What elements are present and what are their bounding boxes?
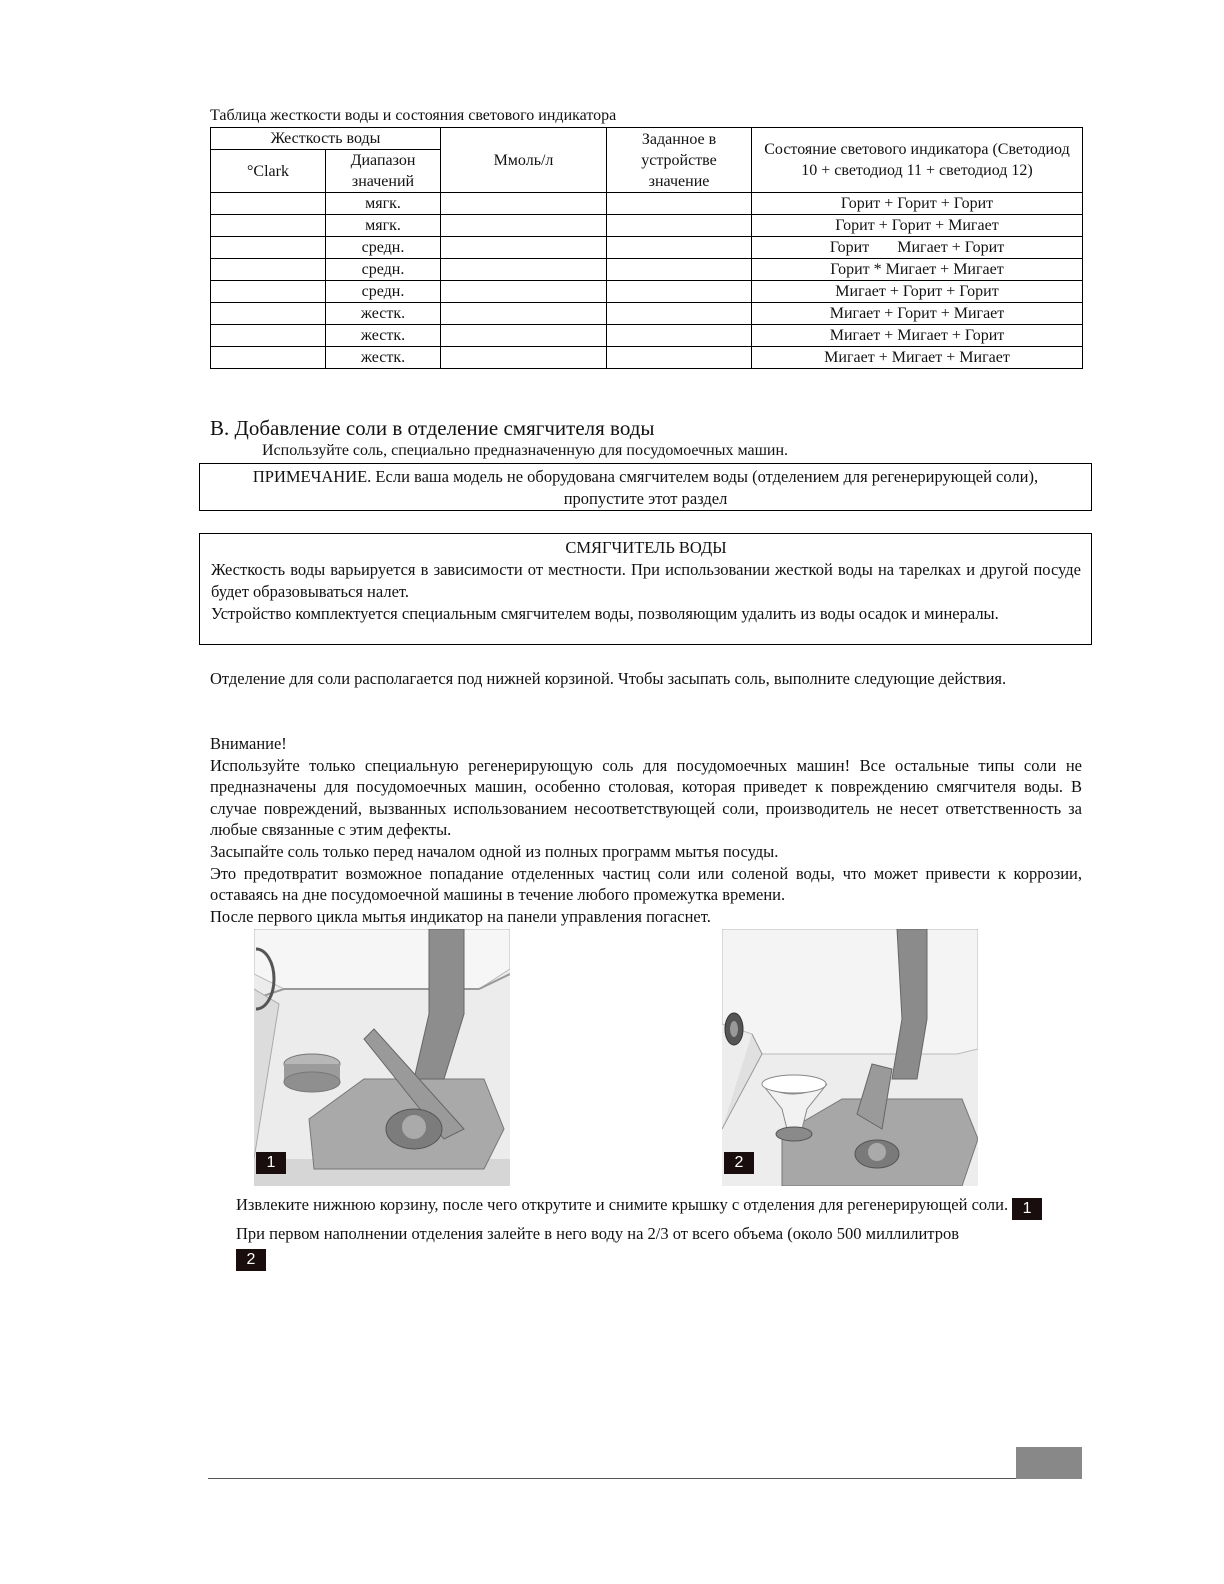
- cell-indicator: Мигает + Горит + Мигает: [752, 303, 1083, 325]
- table-caption: Таблица жесткости воды и состояния светового индикатора: [210, 107, 617, 124]
- table-row: [211, 281, 1083, 303]
- warning-block: [210, 733, 1082, 927]
- steps-block: [236, 1194, 1082, 1271]
- cell-range: мягк.: [326, 193, 441, 215]
- table-row: [211, 303, 1083, 325]
- softener-paragraph-2: Устройство комплектуется специальным смягчителем воды, позволяющим удалить из воды осадок и минералы.: [211, 604, 999, 623]
- warning-paragraph-3: Это предотвратит возможное попадание отделенных частиц соли или соленой воды, что может привести к коррозии, оставаясь на дне посудомоечной машины в течение любого промежутка времени.: [210, 863, 1082, 905]
- softener-title: СМЯГЧИТЕЛЬ ВОДЫ: [565, 538, 727, 557]
- cell-indicator: Мигает + Горит + Горит: [752, 281, 1083, 303]
- cell-range: средн.: [326, 237, 441, 259]
- page-number-tab: [1016, 1447, 1082, 1479]
- cell-indicator: Мигает + Мигает + Мигает: [752, 347, 1083, 369]
- section-subtitle: Используйте соль, специально предназначенную для посудомоечных машин.: [262, 442, 789, 459]
- warning-paragraph-2: Засыпайте соль только перед началом одной из полных программ мытья посуды.: [210, 841, 779, 861]
- warning-paragraph-4: После первого цикла мытья индикатор на панели управления погаснет.: [210, 906, 711, 926]
- cell-range: средн.: [326, 259, 441, 281]
- table-row: [211, 259, 1083, 281]
- location-paragraph: [210, 668, 1082, 690]
- step-2: [236, 1223, 1082, 1271]
- header-hardness: Жесткость воды: [211, 128, 441, 150]
- note-text: ПРИМЕЧАНИЕ. Если ваша модель не оборудована смягчителем воды (отделением для регенерирующей соли), пропустите этот раздел: [252, 467, 1039, 508]
- warning-paragraph-1: Используйте только специальную регенерирующую соль для посудомоечных машин! Все остальные типы соли не предназначены для посудомоечных машин, особенно столовая, которая приведет к повреждению смягчителя воды. В случае повреждений, вызванных использованием несоответствующей соли, производитель не несет ответственность за любые связанные с этим дефекты.: [210, 755, 1082, 840]
- cell-indicator: Горит Мигает + Горит: [752, 237, 1083, 259]
- salt-compartment-cap-removed-photo: [254, 929, 510, 1186]
- step-2-badge: 2: [236, 1249, 266, 1271]
- figure-2-label: 2: [724, 1152, 754, 1174]
- cell-indicator: Горит + Горит + Горит: [752, 193, 1083, 215]
- cell-indicator: Мигает + Мигает + Горит: [752, 325, 1083, 347]
- header-mmol: Ммоль/л: [441, 128, 607, 193]
- softener-paragraph-1: Жесткость воды варьируется в зависимости от местности. При использовании жесткой воды на тарелках и другой посуде будет образовываться налет.: [211, 560, 1081, 601]
- header-set-value: Заданное в устройстве значение: [607, 128, 752, 193]
- cell-range: мягк.: [326, 215, 441, 237]
- note-box: [199, 463, 1092, 511]
- section-title: B. Добавление соли в отделение смягчителя воды: [210, 416, 655, 440]
- footer-line: [208, 1478, 1016, 1479]
- salt-funnel-photo: [722, 929, 978, 1186]
- location-text: Отделение для соли располагается под нижней корзиной. Чтобы засыпать соль, выполните следующие действия.: [210, 669, 1007, 688]
- table-row: [211, 237, 1083, 259]
- table-row: [211, 325, 1083, 347]
- table-row: [211, 215, 1083, 237]
- cell-indicator: Горит * Мигает + Мигает: [752, 259, 1083, 281]
- cell-range: жестк.: [326, 347, 441, 369]
- cell-range: жестк.: [326, 325, 441, 347]
- water-hardness-table: [210, 127, 1083, 369]
- step-1-badge: 1: [1012, 1198, 1042, 1220]
- header-range: Диапазон значений: [326, 150, 441, 193]
- step-2-text: При первом наполнении отделения залейте в него воду на 2/3 от всего объема (около 500 миллилитров: [236, 1224, 960, 1243]
- table-row: [211, 193, 1083, 215]
- cell-range: жестк.: [326, 303, 441, 325]
- step-1-text: Извлеките нижнюю корзину, после чего открутите и снимите крышку с отделения для регенерирующей соли.: [236, 1195, 1009, 1214]
- header-indicator: Состояние светового индикатора (Светодиод 10 + светодиод 11 + светодиод 12): [752, 128, 1083, 193]
- table-row: [211, 347, 1083, 369]
- warning-title: Внимание!: [210, 734, 287, 753]
- cell-range: средн.: [326, 281, 441, 303]
- softener-box: [199, 533, 1092, 645]
- header-clark: °Clark: [211, 150, 326, 193]
- cell-indicator: Горит + Горит + Мигает: [752, 215, 1083, 237]
- step-1: [236, 1194, 1082, 1220]
- figure-1-label: 1: [256, 1152, 286, 1174]
